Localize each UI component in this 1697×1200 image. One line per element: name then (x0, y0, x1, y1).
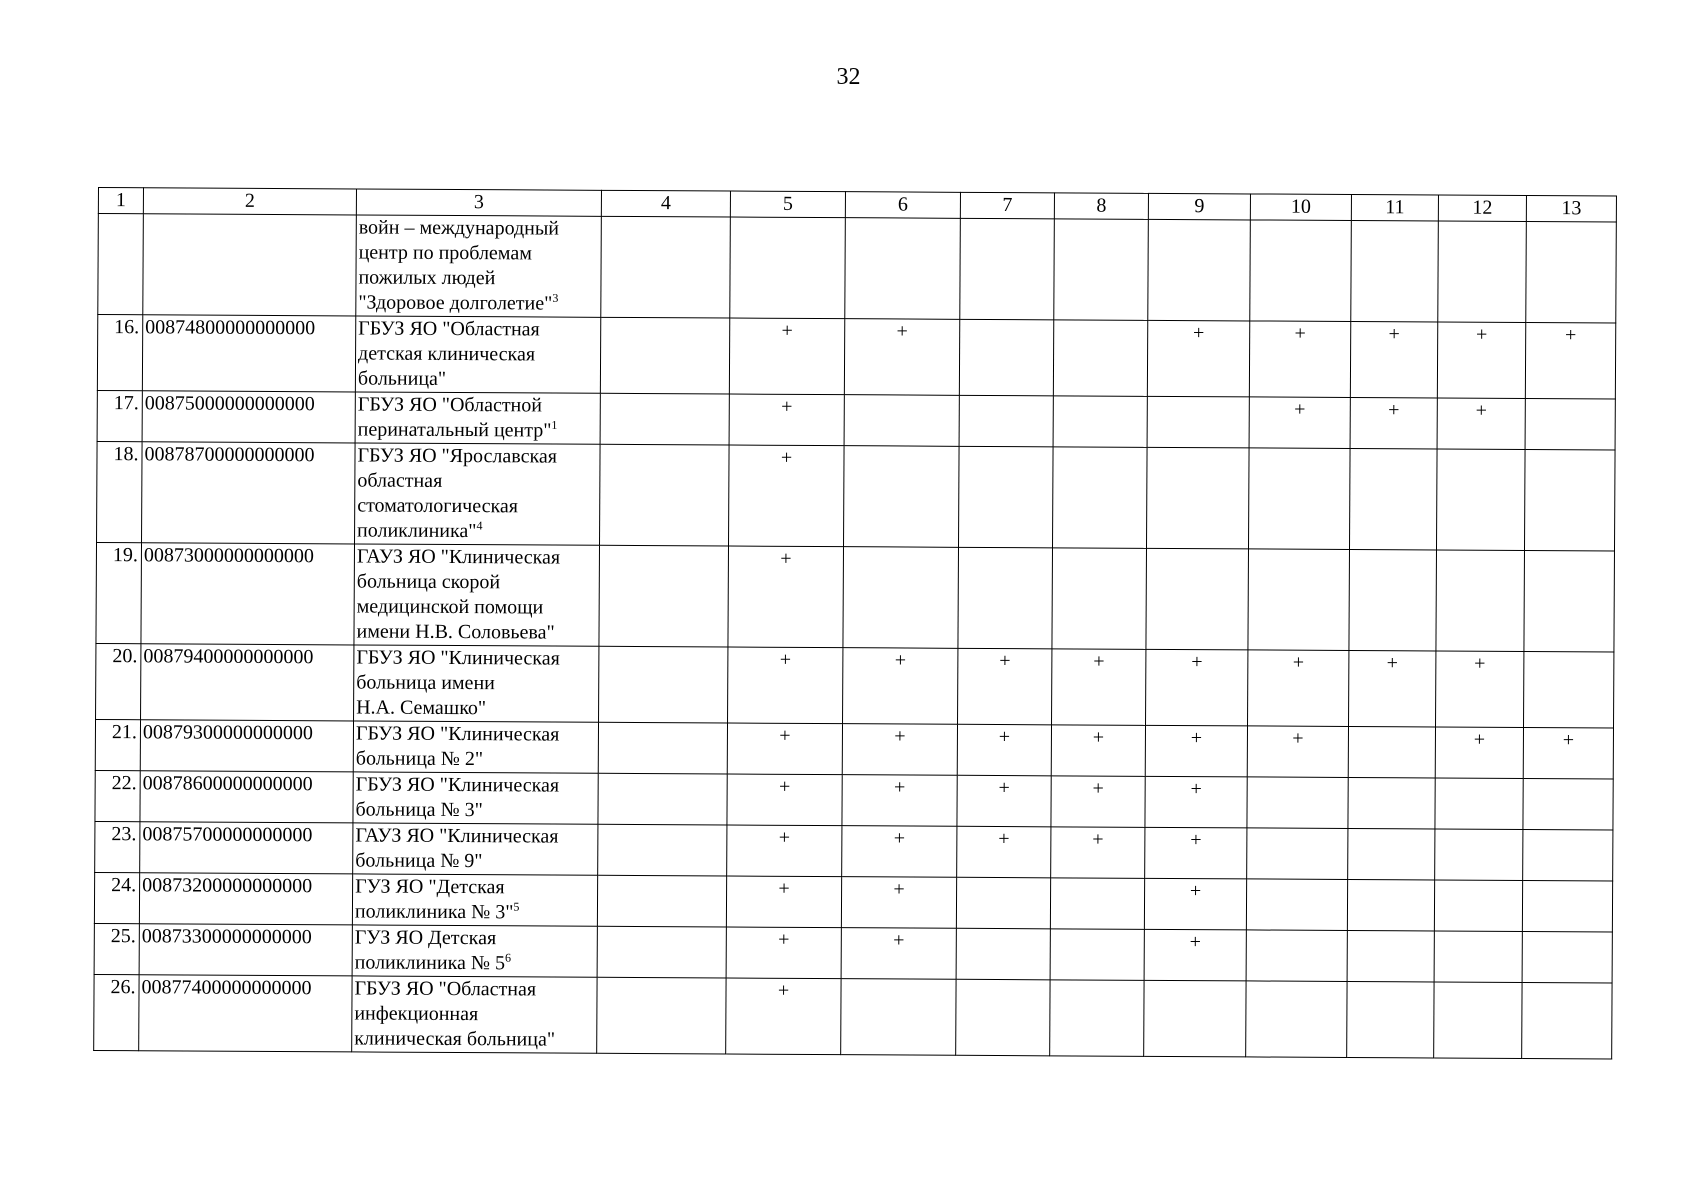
column-header: 4 (601, 190, 730, 217)
org-name-line: ГБУЗ ЯО "Областная (358, 317, 540, 341)
mark-cell (1052, 447, 1147, 549)
org-name (354, 645, 599, 722)
mark-cell: + (726, 927, 841, 979)
org-name-line: имени Н.В. Соловьева" (356, 620, 555, 644)
org-name-line: клиническая больница" (354, 1027, 556, 1051)
col-4-cell (598, 824, 727, 876)
column-header: 11 (1351, 195, 1438, 221)
org-code: 00879400000000000 (141, 644, 354, 721)
mark-cell: + (957, 724, 1051, 776)
col-4-cell (600, 444, 730, 546)
org-code: 00878700000000000 (142, 442, 356, 544)
column-header: 2 (143, 188, 356, 215)
mark-cell: + (1350, 321, 1437, 397)
mark-cell: + (727, 825, 842, 877)
mark-cell: + (1437, 322, 1525, 398)
registry-table (93, 187, 1617, 1059)
mark-cell (956, 979, 1050, 1056)
mark-cell (1147, 396, 1249, 448)
mark-cell (844, 446, 960, 548)
column-header: 9 (1148, 193, 1250, 220)
mark-cell: + (1248, 650, 1349, 727)
mark-cell (1050, 980, 1144, 1057)
mark-cell: + (1051, 776, 1145, 828)
column-header: 7 (960, 192, 1054, 219)
mark-cell (1348, 777, 1435, 828)
mark-cell (1351, 221, 1439, 322)
org-name (353, 823, 598, 875)
row-number: 26. (94, 974, 139, 1050)
col-4-cell (597, 926, 726, 978)
mark-cell: + (727, 774, 842, 826)
table-row (97, 315, 1615, 399)
mark-cell (1250, 220, 1352, 322)
mark-cell: + (842, 826, 957, 878)
table-row (94, 923, 1612, 982)
org-name-line: войн – международный (358, 216, 560, 240)
mark-cell (844, 395, 959, 447)
org-name-line: ГУЗ ЯО "Детская (355, 875, 505, 899)
table-row (97, 441, 1616, 550)
org-name-line: поликлиника" (357, 519, 477, 543)
mark-cell (1347, 879, 1434, 930)
column-header: 5 (730, 191, 845, 218)
mark-cell (1349, 549, 1437, 650)
mark-cell: + (1051, 725, 1145, 777)
mark-cell (1054, 219, 1149, 321)
column-header: 8 (1054, 193, 1148, 220)
col-4-cell (598, 773, 727, 825)
org-name-line: поликлиника № 3" (354, 900, 514, 924)
mark-cell: + (1436, 651, 1524, 727)
mark-cell (1144, 980, 1246, 1057)
mark-cell (1146, 548, 1249, 650)
col-4-cell (599, 545, 729, 647)
org-name-line: ГБУЗ ЯО "Клиническая (356, 646, 560, 670)
table-row (97, 390, 1615, 449)
org-name-line: больница № 2" (355, 747, 484, 771)
mark-cell: + (957, 826, 1051, 878)
row-number: 22. (95, 770, 140, 821)
table-row (96, 542, 1615, 651)
mark-cell: + (1435, 727, 1523, 778)
org-code: 00874800000000000 (142, 315, 355, 392)
mark-cell: + (727, 723, 842, 775)
mark-cell: + (728, 647, 843, 724)
mark-cell (1522, 982, 1612, 1059)
row-number: 23. (95, 821, 140, 872)
mark-cell: + (1525, 322, 1615, 399)
org-code: 00873200000000000 (139, 873, 352, 925)
table-row (95, 821, 1613, 880)
org-name-line: ГБУЗ ЯО "Клиническая (355, 722, 560, 746)
mark-cell: + (1249, 321, 1350, 398)
org-name (352, 925, 597, 977)
mark-cell: + (726, 978, 841, 1055)
org-code: 00875000000000000 (142, 391, 355, 443)
mark-cell: + (1147, 320, 1249, 397)
col-4-cell (597, 977, 726, 1054)
mark-cell: + (958, 648, 1052, 725)
table-row (96, 643, 1614, 727)
mark-cell (1348, 828, 1435, 879)
mark-cell: + (842, 775, 957, 827)
mark-cell (1435, 778, 1523, 829)
footnote-mark: 3 (552, 290, 559, 305)
mark-cell: + (1145, 827, 1247, 879)
org-name-line: детская клиническая (358, 342, 536, 366)
org-name (355, 392, 600, 444)
mark-cell: + (1144, 929, 1246, 981)
mark-cell (845, 218, 961, 320)
mark-cell: + (1145, 776, 1247, 828)
mark-cell (1526, 221, 1617, 323)
col-4-cell (597, 875, 726, 927)
org-name (355, 316, 600, 393)
row-number: 20. (96, 643, 141, 719)
col-4-cell (601, 216, 731, 318)
mark-cell: + (844, 319, 959, 396)
org-name-line: ГАУЗ ЯО "Клиническая (355, 824, 559, 848)
org-name-line: ГБУЗ ЯО "Областная (354, 977, 537, 1001)
mark-cell (1434, 982, 1522, 1058)
org-name-line: больница № 9" (355, 849, 483, 873)
mark-cell (1246, 981, 1347, 1058)
org-name-line: больница № 3" (355, 798, 483, 822)
mark-cell (1523, 829, 1613, 881)
table-row (94, 872, 1612, 931)
column-header: 12 (1438, 195, 1526, 221)
column-header: 10 (1250, 194, 1351, 221)
org-name-line: стоматологическая (357, 494, 519, 518)
org-name-line: центр по проблемам (358, 241, 532, 265)
page-number: 32 (836, 64, 861, 90)
mark-cell (1522, 931, 1612, 983)
org-code: 00873000000000000 (141, 543, 355, 645)
mark-cell (1246, 930, 1347, 982)
mark-cell (1436, 449, 1525, 550)
mark-cell (1348, 726, 1435, 777)
mark-cell (959, 395, 1053, 447)
mark-cell (1434, 880, 1522, 931)
mark-cell (1525, 398, 1615, 450)
table-row (94, 974, 1612, 1058)
org-name (354, 544, 600, 646)
footnote-mark: 1 (551, 417, 558, 432)
footnote-mark: 6 (504, 950, 512, 965)
footnote-mark: 5 (513, 899, 520, 914)
mark-cell: + (728, 546, 844, 648)
mark-cell (1248, 448, 1350, 550)
org-name-line: Н.А. Семашко" (356, 696, 487, 720)
org-name-line: больница" (357, 367, 447, 390)
mark-cell: + (842, 724, 957, 776)
org-code: 00873300000000000 (139, 924, 352, 976)
org-code: 00879300000000000 (140, 720, 353, 772)
row-number: 16. (97, 315, 142, 391)
row-number: 24. (94, 872, 139, 923)
mark-cell: + (1349, 650, 1436, 726)
mark-cell (730, 217, 846, 319)
row-number: 18. (97, 441, 143, 542)
mark-cell: + (1051, 827, 1145, 879)
org-name-line: ГБУЗ ЯО "Ярославская (357, 444, 558, 468)
mark-cell: + (1052, 649, 1146, 726)
org-name-line: ГУЗ ЯО Детская (354, 926, 497, 950)
row-number: 19. (96, 542, 142, 643)
org-name-line: областная (357, 469, 443, 492)
org-name (353, 721, 598, 773)
mark-cell (956, 877, 1050, 929)
footnote-mark: 4 (476, 518, 483, 533)
org-name-line: ГБУЗ ЯО "Клиническая (355, 773, 560, 797)
mark-cell (1438, 221, 1527, 322)
col-4-cell (599, 646, 728, 723)
row-number (98, 214, 144, 315)
org-name (353, 772, 598, 824)
mark-cell: + (729, 394, 844, 446)
org-name (352, 976, 597, 1053)
mark-cell (1347, 981, 1434, 1057)
mark-cell: + (1350, 397, 1437, 448)
mark-cell (1053, 396, 1147, 448)
org-name-line: ГАУЗ ЯО "Клиническая (356, 545, 561, 569)
org-name-line: медицинской помощи (356, 595, 544, 619)
mark-cell (1524, 449, 1615, 551)
mark-cell (841, 979, 956, 1056)
org-code: 00878600000000000 (140, 771, 353, 823)
mark-cell (1050, 878, 1144, 930)
org-name-line: перинатальный центр" (357, 418, 552, 442)
mark-cell (1247, 777, 1348, 829)
mark-cell: + (1249, 397, 1350, 449)
mark-cell (1148, 219, 1251, 321)
mark-cell (1347, 930, 1434, 981)
mark-cell (1248, 549, 1350, 651)
org-code: 00877400000000000 (139, 975, 352, 1052)
row-number: 17. (97, 390, 142, 441)
mark-cell (1053, 320, 1147, 397)
col-4-cell (598, 722, 727, 774)
column-header: 1 (98, 188, 143, 214)
mark-cell (843, 547, 959, 649)
org-name-line: больница имени (356, 671, 495, 695)
org-name-line: ГБУЗ ЯО "Областной (357, 393, 543, 417)
mark-cell (1524, 550, 1615, 652)
mark-cell: + (843, 648, 958, 725)
mark-cell (1246, 879, 1347, 931)
mark-cell: + (841, 928, 956, 980)
mark-cell (1524, 651, 1614, 728)
row-number: 25. (94, 923, 139, 974)
col-4-cell (600, 317, 729, 394)
mark-cell (956, 928, 1050, 980)
mark-cell: + (1146, 649, 1248, 726)
mark-cell (1146, 447, 1249, 549)
mark-cell: + (726, 876, 841, 928)
mark-cell (1050, 929, 1144, 981)
org-name-line: "Здоровое долголетие" (358, 291, 553, 315)
mark-cell: + (957, 775, 1051, 827)
mark-cell (959, 446, 1054, 548)
mark-cell: + (841, 877, 956, 929)
mark-cell: + (1247, 726, 1348, 778)
table-row (95, 770, 1613, 829)
row-number: 21. (95, 719, 140, 770)
org-name-line: инфекционная (354, 1002, 479, 1026)
mark-cell: + (1523, 727, 1613, 779)
mark-cell: + (1144, 878, 1246, 930)
mark-cell (960, 218, 1055, 320)
org-name (356, 215, 602, 317)
table-row (95, 719, 1613, 778)
org-name-line: поликлиника № 5 (354, 951, 506, 975)
mark-cell (958, 547, 1053, 649)
org-name (352, 874, 597, 926)
mark-cell: + (1145, 725, 1247, 777)
org-name-line: пожилых людей (358, 266, 496, 290)
org-name-line: больница скорой (356, 570, 501, 594)
table-row (98, 214, 1617, 323)
mark-cell (1349, 448, 1437, 549)
mark-cell (1435, 829, 1523, 880)
mark-cell (1522, 880, 1612, 932)
mark-cell: + (1437, 398, 1525, 449)
column-header: 13 (1526, 195, 1616, 222)
column-header: 6 (845, 192, 960, 219)
mark-cell (1247, 828, 1348, 880)
org-name (355, 443, 601, 545)
org-code: 00875700000000000 (140, 822, 353, 874)
mark-cell (959, 319, 1053, 396)
mark-cell (1436, 550, 1525, 651)
mark-cell (1052, 548, 1147, 650)
col-4-cell (600, 393, 729, 445)
mark-cell (1523, 778, 1613, 830)
org-code (143, 214, 357, 316)
column-header: 3 (356, 189, 601, 216)
mark-cell: + (729, 318, 844, 395)
mark-cell (1434, 931, 1522, 982)
mark-cell: + (729, 445, 845, 547)
